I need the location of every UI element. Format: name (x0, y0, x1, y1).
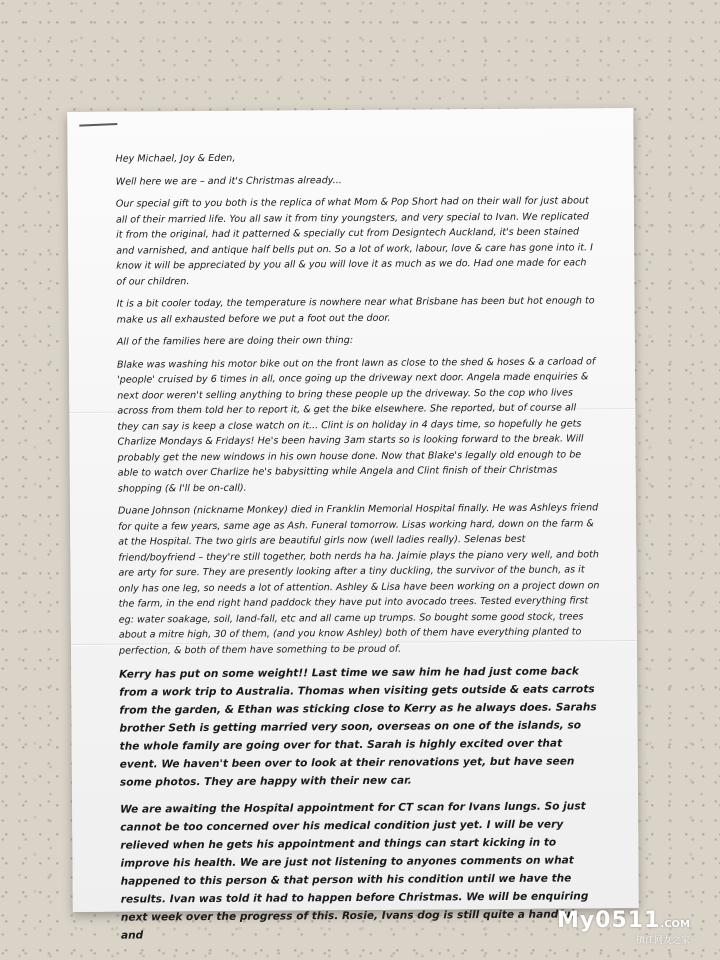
paragraph: Blake was washing his motor bike out on the front lawn as close to the shed & hoses & a carload of 'people' cruised by 6 times in all, once going up the driveway next door. Angela made enquiries & next door weren't selling anything to bring these people up the driveway. So the cop who lives across from them told her to report it, & get the bike elsewhere. She reported, but of course all they can say is keep a close watch on it... Clint is on holiday in 4 days time, so hopefully he gets Charlize Mondays & Fridays! He's been having 3am starts so is looking forward to the break. Will probably get the new windows in his own house done. Now that Blake's legally old enough to be able to watch over Charlize he's babysitting while Angela and Clint finish of their Christmas shopping (& I'll be on-call). (116, 355, 596, 495)
paragraph: Duane Johnson (nickname Monkey) died in Franklin Memorial Hospital finally. He was Ashleys friend for quite a few years, same age as Ash. Funeral tomorrow. Lisas working hard, down on the farm & at the Hospital. The two girls are beautiful girls now (well ladies really). Selenas best friend/boyfriend – they're still together, both nerds ha ha. Jaimie plays the piano very well, and both are arty for sure. They are presently looking after a tiny duckling, the survivor of the bunch, as it only has one leg, so needs a lot of attention. Ashley & Lisa have been working on a project down on the farm, in the end right hand paddock they have put into avocado trees. Tested everything first eg: water soakage, soil, land-fall, etc and all came up trumps. So bought some good stock, trees about a mitre high, 30 of them, (and you know Ashley) both of them have everything planted to perfection, & both of them have something to be proud of. (117, 502, 600, 657)
paragraph: It is a bit cooler today, the temperature is nowhere near what Brisbane has been but hot enough to make us all exhausted before we put a foot out the door. (116, 295, 595, 326)
paragraph: We are awaiting the Hospital appointment for CT scan for Ivans lungs. So just cannot be too concerned over his medical condition just yet. I will be very relieved when he gets his appointment and things can start kicking in to improve his health. We are just not listening to anyones comments on what happened to this person & that person with his condition until we have the results. Ivan was told it had to happen before Christmas. We will be enquiring next week over the progress of this. Rosie, Ivans dog is still quite a handful, and (120, 800, 589, 942)
pen-mark (79, 123, 117, 127)
paragraph: Well here we are – and it's Christmas already... (115, 174, 342, 188)
watermark-brand: My0511 (556, 908, 661, 933)
greeting: Hey Michael, Joy & Eden, (115, 152, 236, 165)
paragraph: All of the families here are doing their own thing: (116, 334, 354, 348)
watermark-domain: .COM (660, 919, 690, 930)
watermark-subtitle: 镇江网友之家 (635, 936, 690, 946)
paragraph: Kerry has put on some weight!! Last time we saw him he had just come back from a work trip to Australia. Thomas when visiting gets outside & eats carrots from the garden, & Ethan was sticking close to Kerry as he always does. Sarahs brother Seth is getting married very soon, overseas on one of the islands, so the whole family are going over for that. Sarah is highly excited over that event. We haven't been over to look at their renovations yet, but have seen some photos. They are happy with their new car. (119, 665, 597, 789)
site-watermark (557, 908, 690, 946)
letter-body (115, 148, 603, 953)
paragraph: Our special gift to you both is the replica of what Mom & Pop Short had on their wall for just about all of their married life. You all saw it from tiny youngsters, and very special to Ivan. We replicated it from the original, had it patterned & specially cut from Designtech Auckland, it's been stained and varnished, and antique half bells put on. So a lot of work, labour, love & care has gone into it. I know it will be appreciated by you all & you will love it as much as we do. Had one made for each of our children. (115, 195, 593, 288)
